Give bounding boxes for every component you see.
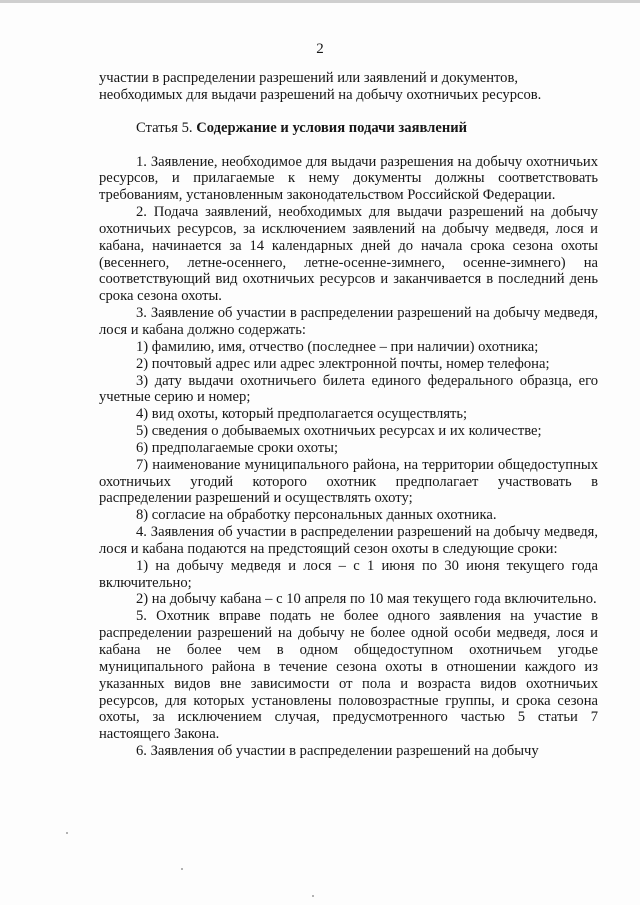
paragraph-4: 4. Заявления об участии в распределении разрешений на добычу медведя, лося и кабана подаются на предстоящий сезон охоты в следующие сроки:	[99, 524, 598, 557]
paragraph-5: 5. Охотник вправе подать не более одного заявления на участие в распределении разрешений на добычу не более одной особи медведя, лося и кабана не более чем в одном общедоступном охотничьем угодье муниципального района в течение сезона охоты в отношении каждого из указанных видов вне зависимости от пола и возраста видов охотничьих ресурсов, для которых установлены половозрастные группы, и срока сезона охоты, за исключением случая, предусмотренного частью 5 статьи 7 настоящего Закона.	[99, 608, 598, 743]
paragraph-3-item-3: 3) дату выдачи охотничьего билета единого федерального образца, его учетные серию и номер;	[99, 372, 598, 406]
page-number: 2	[316, 41, 324, 57]
paragraph-3-item-1: 1) фамилию, имя, отчество (последнее – при наличии) охотника;	[136, 338, 539, 355]
paragraph-4-item-2: 2) на добычу кабана – с 10 апреля по 10 мая текущего года включительно.	[136, 591, 597, 608]
paragraph-3: 3. Заявление об участии в распределении разрешений на добычу медведя, лося и кабана должно содержать:	[99, 305, 598, 338]
paragraph-3-item-8: 8) согласие на обработку персональных данных охотника.	[136, 507, 497, 524]
scan-speck	[66, 832, 68, 834]
paragraph-2: 2. Подача заявлений, необходимых для выдачи разрешений на добычу охотничьих ресурсов, за исключением заявлений на добычу медведя, лося и кабана, начинается за 14 календарных дней до начала срока сезона охоты (весеннего, летне-осеннего, летне-осенне-зимнего, осенне-зимнего) на соответствующий вид охотничьих ресурсов и заканчивается в последний день срока сезона охоты.	[99, 204, 598, 305]
article-heading	[99, 120, 598, 137]
scan-top-edge	[0, 0, 640, 3]
paragraph-3-item-6: 6) предполагаемые сроки охоты;	[136, 439, 339, 456]
scan-speck	[312, 895, 314, 897]
article-title: Содержание и условия подачи заявлений	[196, 119, 468, 136]
scan-speck	[181, 868, 183, 870]
intro-line-1: участии в распределении разрешений или заявлений и документов,	[99, 70, 519, 86]
paragraph-3-item-2: 2) почтовый адрес или адрес электронной почты, номер телефона;	[136, 355, 550, 372]
paragraph-4-item-1: 1) на добычу медведя и лося – с 1 июня по 30 июня текущего года включительно;	[99, 557, 598, 591]
document-body	[99, 70, 598, 760]
paragraph-3-item-5: 5) сведения о добываемых охотничьих ресурсах и их количестве;	[136, 423, 542, 440]
paragraph-1: 1. Заявление, необходимое для выдачи разрешения на добычу охотничьих ресурсов, и прилагаемые к нему документы должны соответствовать требованиям, установленным законодательством Российской Федерации.	[99, 153, 598, 204]
article-prefix: Статья 5.	[136, 119, 197, 136]
paragraph-6: 6. Заявления об участии в распределении разрешений на добычу	[136, 743, 539, 760]
paragraph-3-item-4: 4) вид охоты, который предполагается осуществлять;	[136, 406, 468, 423]
paragraph-3-item-7: 7) наименование муниципального района, на территории общедоступных охотничьих угодий которого охотник предполагает участвовать в распределении разрешений и осуществлять охоту;	[99, 456, 598, 507]
intro-line-2: необходимых для выдачи разрешений на добычу охотничьих ресурсов.	[99, 86, 542, 103]
